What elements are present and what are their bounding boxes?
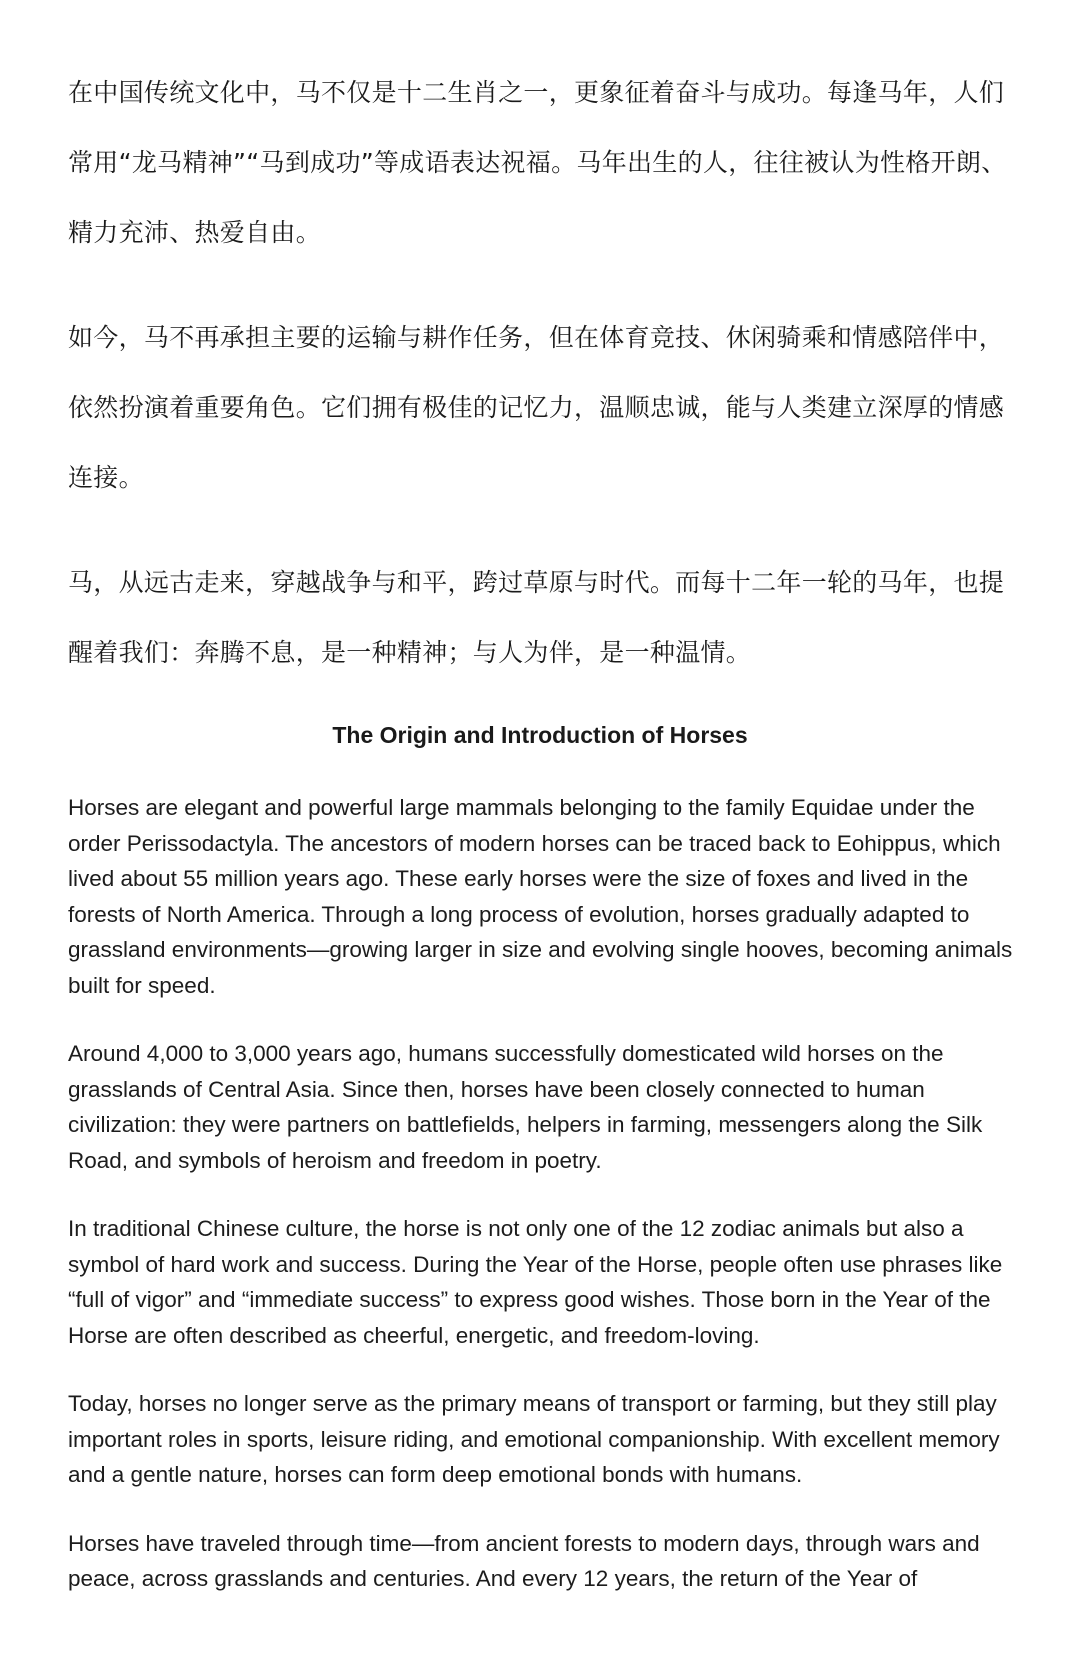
chinese-paragraph: 如今，马不再承担主要的运输与耕作任务，但在体育竞技、休闲骑乘和情感陪伴中，依然扮演着重要角色。它们拥有极佳的记忆力，温顺忠诚，能与人类建立深厚的情感连接。 [68, 323, 1005, 492]
chinese-paragraph: 在中国传统文化中，马不仅是十二生肖之一，更象征着奋斗与成功。每逢马年，人们常用“龙马精神”“马到成功”等成语表达祝福。马年出生的人，往往被认为性格开朗、精力充沛、热爱自由。 [68, 78, 1007, 247]
chinese-paragraph: 马，从远古走来，穿越战争与和平，跨过草原与时代。而每十二年一轮的马年，也提醒着我们：奔腾不息，是一种精神；与人为伴，是一种温情。 [68, 568, 1005, 667]
english-paragraph: In traditional Chinese culture, the horse is not only one of the 12 zodiac animals but also a symbol of hard work and success. During the Year of the Horse, people often use phrases like “full of vigor” and “immediate success” to express good wishes. Those born in the Year of the Horse are often described as cheerful, energetic, and freedom-loving. [68, 1216, 1003, 1348]
chinese-text-section [68, 58, 1018, 723]
english-paragraph: Around 4,000 to 3,000 years ago, humans successfully domesticated wild horses on the grasslands of Central Asia. Since then, horses have been closely connected to human civilization: they were partners on battlefields, helpers in farming, messengers along the Silk Road, and symbols of heroism and freedom in poetry. [68, 1041, 983, 1173]
english-paragraph: Horses are elegant and powerful large mammals belonging to the family Equidae under the order Perissodactyla. The ancestors of modern horses can be traced back to Eohippus, which lived about 55 million years ago. These early horses were the size of foxes and lived in the forests of North America. Through a long process of evolution, horses gradually adapted to grassland environments—growing larger in size and evolving single hooves, becoming animals built for speed. [68, 795, 1013, 998]
english-title: The Origin and Introduction of Horses [332, 722, 748, 748]
english-paragraph: Horses have traveled through time—from ancient forests to modern days, through wars and peace, across grasslands and centuries. And every 12 years, the return of the Year of [68, 1530, 980, 1591]
english-paragraph: Today, horses no longer serve as the primary means of transport or farming, but they still play important roles in sports, leisure riding, and emotional companionship. With excellent memory and a gentle nature, horses can form deep emotional bonds with humans. [68, 1391, 1000, 1487]
english-text-section [68, 790, 1023, 1630]
